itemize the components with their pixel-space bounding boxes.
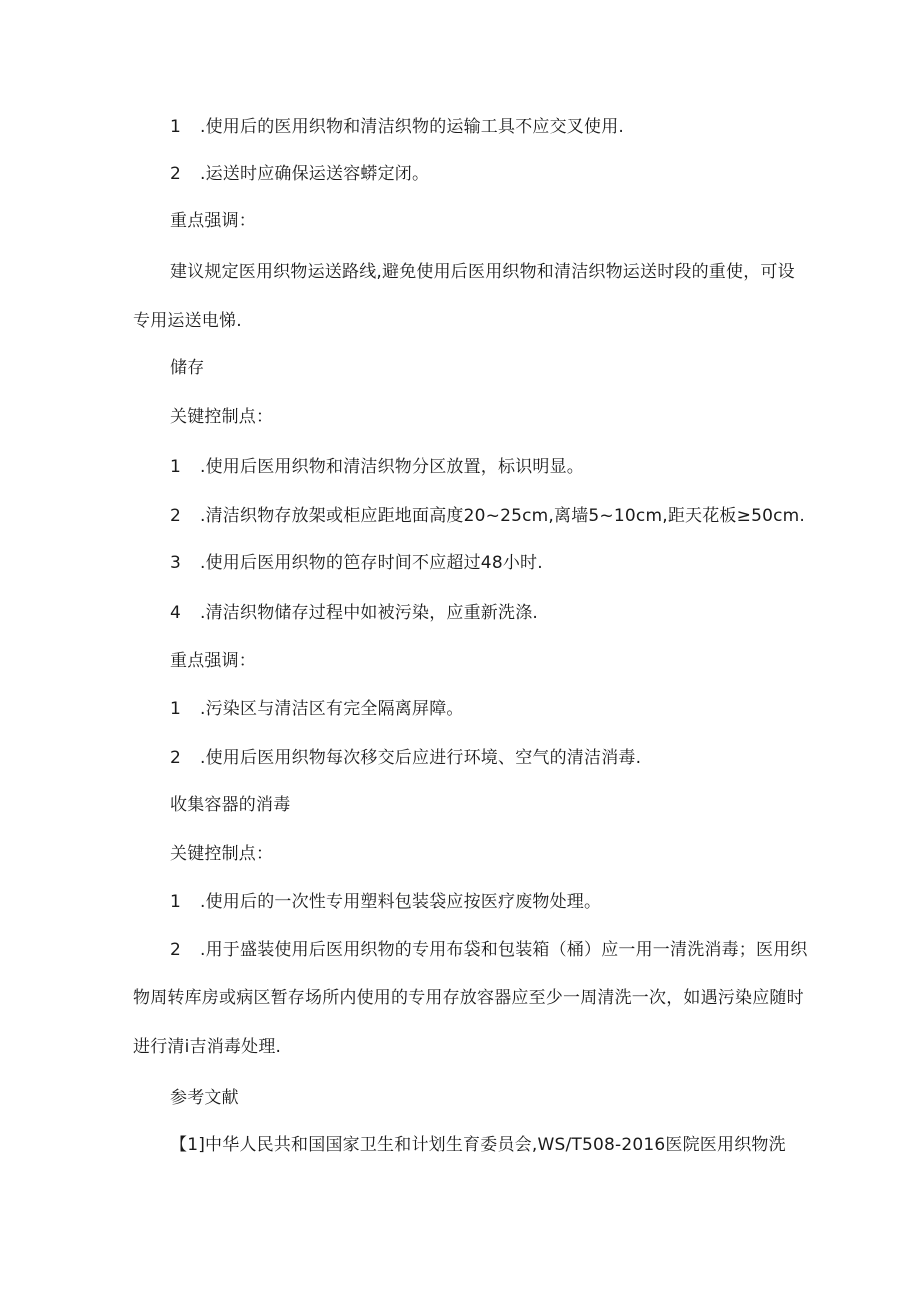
- item-number: 2: [170, 940, 182, 960]
- emphasis-paragraph-line-1: 建议规定医用织物运送路线,避免使用后医用织物和清洁织物运送时段的重使，可设: [170, 262, 795, 282]
- section-heading-container-disinfection: 收集容器的消毒: [170, 795, 291, 815]
- item-text: .污染区与清洁区有完全隔离屏障。: [200, 699, 464, 719]
- item-number: 4: [170, 603, 182, 623]
- emphasis-label: 重点强调：: [170, 211, 256, 231]
- item-text: .用于盛装使用后医用织物的专用布袋和包装箱（桶）应一用一清洗消毒；医用织: [200, 940, 808, 960]
- container-item-1: [170, 890, 601, 914]
- storage-item-3: [170, 551, 543, 575]
- item-text: .使用后医用织物的笆存时间不应超过48小时.: [200, 553, 543, 573]
- transport-item-2: [170, 162, 429, 186]
- key-points-label: 关键控制点：: [170, 407, 274, 427]
- item-text: .使用后医用织物和清洁织物分区放置，标识明显。: [200, 457, 585, 477]
- item-text: .运送时应确保运送容蟒定闭。: [200, 164, 430, 184]
- container-item-2: [170, 938, 808, 962]
- item-text: .使用后的医用织物和清洁织物的运输工具不应交叉使用.: [200, 117, 625, 137]
- section-heading-storage: 储存: [170, 358, 205, 378]
- item-number: 3: [170, 553, 182, 573]
- item-text: .清洁织物存放架或柜应距地面高度20~25cm,离墙5~10cm,距天花板≥50cm.: [200, 506, 806, 526]
- references-heading: 参考文献: [170, 1088, 239, 1108]
- storage-item-4: [170, 601, 538, 625]
- key-points-label: 关键控制点：: [170, 844, 274, 864]
- item-number: 2: [170, 748, 182, 768]
- storage-item-1: [170, 455, 584, 479]
- item-text: .使用后的一次性专用塑料包装袋应按医疗废物处理。: [200, 892, 602, 912]
- item-number: 2: [170, 164, 182, 184]
- item-text: .清洁织物储存过程中如被污染，应重新洗涤.: [200, 603, 539, 623]
- emphasis-label: 重点强调：: [170, 651, 256, 671]
- item-text: .使用后医用织物每次移交后应进行环境、空气的清洁消毒.: [200, 748, 642, 768]
- transport-item-1: [170, 115, 624, 139]
- item-number: 2: [170, 506, 182, 526]
- emphasis-paragraph-line-2: 专用运送电悌.: [133, 311, 242, 331]
- reference-item-1: 【1]中华人民共和国国家卫生和计划生育委员会,WS/T508-2016医院医用织物洗: [170, 1135, 786, 1155]
- container-item-2-line-2: 物周转库房或病区暂存场所内使用的专用存放容器应至少一周清洗一次，如遇污染应随时: [133, 988, 804, 1008]
- item-number: 1: [170, 699, 182, 719]
- item-number: 1: [170, 117, 182, 137]
- emphasis-item-1: [170, 697, 464, 721]
- emphasis-item-2: [170, 746, 641, 770]
- item-number: 1: [170, 892, 182, 912]
- container-item-2-line-3: 进行清i吉消毒处理.: [133, 1037, 282, 1057]
- storage-item-2: [170, 504, 805, 528]
- item-number: 1: [170, 457, 182, 477]
